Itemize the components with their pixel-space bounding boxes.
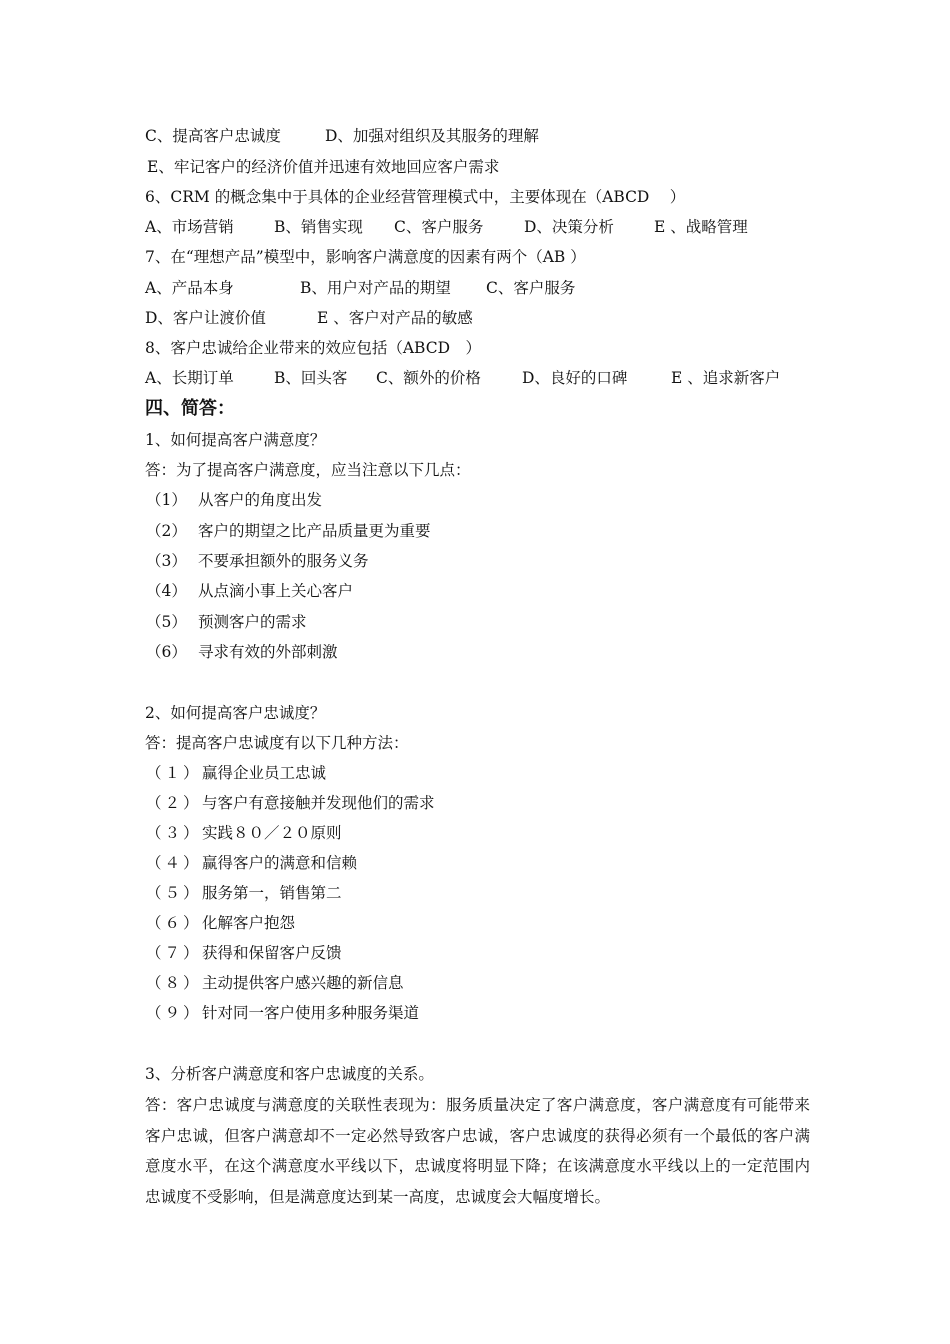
sa1-answer-intro: 答：为了提高客户满意度，应当注意以下几点： [145,461,471,479]
list-item: （７）获得和保留客户反馈 [146,944,342,962]
q7-option-b: B、用户对产品的期望 [300,279,451,297]
list-item: （５）服务第一，销售第二 [146,884,342,902]
q8-option-e: E 、追求新客户 [671,369,781,387]
option-e: E、牢记客户的经济价值并迅速有效地回应客户需求 [147,158,500,176]
q6-stem: 6、CRM 的概念集中于具体的企业经营管理模式中，主要体现在（ABCD ） [145,188,686,206]
q6-option-b: B、销售实现 [274,218,363,236]
sa1-question: 1、如何提高客户满意度？ [145,431,326,449]
q7-stem: 7、在“理想产品”模型中，影响客户满意度的因素有两个（AB ） [145,248,586,266]
q8-option-a: A、长期订单 [145,369,234,387]
q8-stem: 8、客户忠诚给企业带来的效应包括（ABCD ） [145,339,482,357]
list-item: （２）与客户有意接触并发现他们的需求 [146,794,435,812]
list-item: （１）赢得企业员工忠诚 [146,764,327,782]
option-d: D、加强对组织及其服务的理解 [325,127,539,145]
list-item: （5） 预测客户的需求 [146,613,307,631]
q6-option-c: C、客户服务 [394,218,484,236]
list-item: （３）实践８０／２０原则 [146,824,342,842]
section-heading: 四、简答： [145,398,235,419]
sa2-answer-intro: 答：提高客户忠诚度有以下几种方法： [145,734,409,752]
q7-option-a: A、产品本身 [145,279,234,297]
q7-option-c: C、客户服务 [486,279,576,297]
list-item: （4） 从点滴小事上关心客户 [146,582,354,600]
q7-option-e: E 、客户对产品的敏感 [317,309,473,327]
q6-option-d: D、决策分析 [524,218,614,236]
list-item: （3） 不要承担额外的服务义务 [146,552,369,570]
list-item: （８）主动提供客户感兴趣的新信息 [146,974,404,992]
q6-option-e: E 、战略管理 [654,218,748,236]
list-item: （６）化解客户抱怨 [146,914,296,932]
q8-option-d: D、良好的口碑 [522,369,628,387]
q6-option-a: A、市场营销 [145,218,234,236]
sa3-answer: 答：客户忠诚度与满意度的关联性表现为：服务质量决定了客户满意度，客户满意度有可能带来客户忠诚，但客户满意却不一定必然导致客户忠诚，客户忠诚度的获得必须有一个最低的客户满意度水平，在这个满意度水平线以下，忠诚度将明显下降；在该满意度水平线以上的一定范围内忠诚度不受影响，但是满意度达到某一高度，忠诚度会大幅度增长。 [145,1096,810,1206]
list-item: （6） 寻求有效的外部刺激 [146,643,338,661]
option-c: C、提高客户忠诚度 [145,127,281,145]
q7-option-d: D、客户让渡价值 [145,309,266,327]
sa2-question: 2、如何提高客户忠诚度？ [145,704,326,722]
q8-option-b: B、回头客 [274,369,348,387]
sa3-question: 3、分析客户满意度和客户忠诚度的关系。 [145,1065,434,1083]
q8-option-c: C、额外的价格 [376,369,481,387]
list-item: （1） 从客户的角度出发 [146,491,323,509]
list-item: （４）赢得客户的满意和信赖 [146,854,358,872]
list-item: （2） 客户的期望之比产品质量更为重要 [146,522,431,540]
list-item: （９）针对同一客户使用多种服务渠道 [146,1004,420,1022]
